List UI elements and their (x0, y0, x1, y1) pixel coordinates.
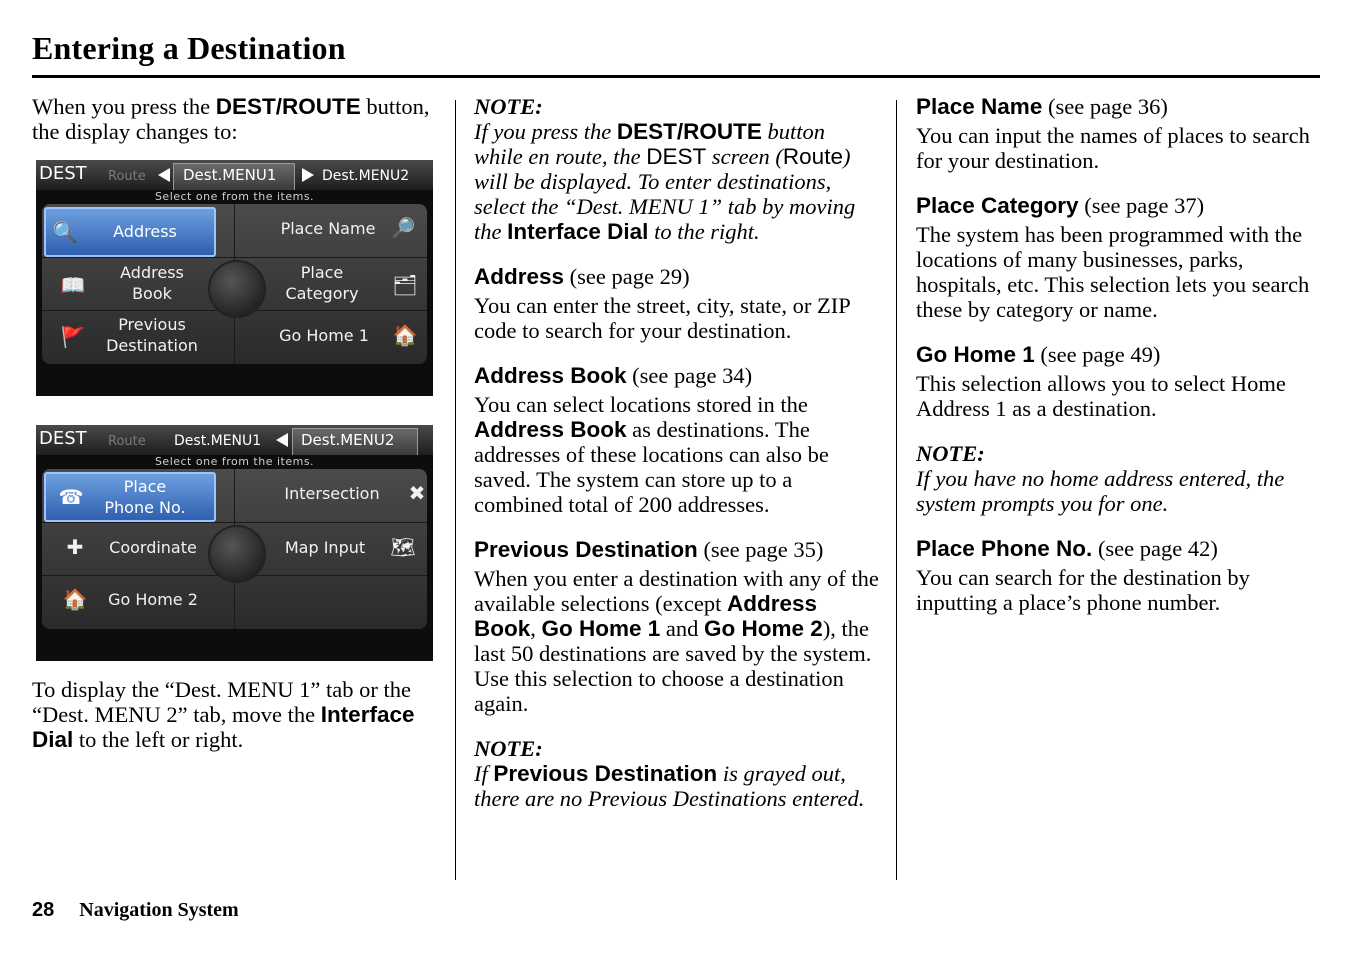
column-left (32, 94, 432, 144)
menu-item-place-name[interactable]: Place Name 🔎 (280, 216, 416, 240)
tab-bar (36, 425, 433, 455)
note-dest-route: NOTE: If you press the DEST/ROUTE button while en route, the DEST screen (Route) will be displayed. To enter destinations, select the “Dest. MENU 1” tab by moving the Interface Dial to the right. (474, 94, 856, 244)
tab-menu1[interactable]: Dest.MENU1 (183, 166, 277, 184)
interface-dial-knob (208, 525, 266, 583)
section-place-phone: Place Phone No. (see page 42) You can search for the destination by inputting a place’s phone number. (916, 536, 1250, 615)
tab-menu2[interactable]: Dest.MENU2 (301, 431, 395, 449)
tab-route[interactable]: Route (108, 434, 146, 449)
menu-item-previous-destination[interactable]: 🚩 Previous Destination (60, 315, 198, 355)
arrow-left-icon (158, 168, 170, 182)
page-footer (32, 899, 239, 922)
title-rule (32, 75, 1320, 78)
outro-paragraph: To display the “Dest. MENU 1” tab or the “Dest. MENU 2” tab, move the Interface Dial to the left or right. (32, 677, 415, 752)
section-heading: Place Category (916, 193, 1079, 218)
book-icon: 📖 (60, 273, 86, 297)
page-number: 28 (32, 899, 55, 921)
menu-item-map-input[interactable]: Map Input 🗺 (284, 535, 416, 559)
note-previous-destination: NOTE: If Previous Destination is grayed out, there are no Previous Destinations entered. (474, 736, 865, 811)
menu-panel (42, 469, 427, 629)
note-home-address: NOTE: If you have no home address entered, the system prompts you for one. (916, 441, 1285, 516)
menu-item-address-book[interactable]: 📖 Address Book (60, 263, 184, 303)
column-divider (455, 100, 456, 880)
footer-label: Navigation System (79, 899, 239, 921)
page-title: Entering a Destination (32, 30, 346, 66)
tab-menu2[interactable]: Dest.MENU2 (322, 168, 410, 184)
dest-menu1-screen (36, 160, 433, 396)
section-place-category: Place Category (see page 37) The system has been programmed with the locations of many businesses, parks, hospitals, etc. This selection lets you search these by category or name. (916, 193, 1310, 322)
menu-item-go-home-2[interactable]: 🏠 Go Home 2 (62, 587, 198, 611)
arrow-left-icon (276, 433, 288, 447)
menu-item-go-home-1[interactable]: Go Home 1 🏠 (279, 323, 418, 347)
menu-item-place-category[interactable]: Place Category 🗂 (285, 263, 418, 303)
column-divider (896, 100, 897, 880)
section-heading: Address (474, 264, 565, 289)
section-heading: Place Phone No. (916, 536, 1093, 561)
map-icon: 🗺 (390, 535, 416, 559)
coordinate-icon: ✚ (66, 535, 84, 559)
dest-menu2-screen (36, 425, 433, 661)
section-heading: Go Home 1 (916, 342, 1035, 367)
home-icon: 🏠 (62, 587, 88, 611)
section-previous-destination: Previous Destination (see page 35) When you enter a destination with any of the available selections (except Address Book, Go Home 1 and Go Home 2), the last 50 destinations are saved by the system. Use this selection to choose a destination again. (474, 537, 879, 716)
menu-item-place-phone[interactable]: ☎ Place Phone No. (44, 472, 216, 522)
section-heading: Place Name (916, 94, 1043, 119)
menu-item-address[interactable]: 🔍 Address (44, 207, 216, 257)
section-place-name: Place Name (see page 36) You can input the names of places to search for your destination. (916, 94, 1310, 173)
section-address-book: Address Book (see page 34) You can select locations stored in the Address Book as destinations. The addresses of these locations can also be saved. The system can store up to a combined total of 200 addresses. (474, 363, 829, 517)
menu-item-intersection[interactable]: Intersection ✖ (262, 483, 402, 504)
section-address: Address (see page 29) You can enter the street, city, state, or ZIP code to search for your destination. (474, 264, 850, 343)
tab-route[interactable]: Route (108, 169, 146, 184)
tab-dest[interactable]: DEST (39, 163, 87, 184)
magnifier-icon: 🔍 (52, 220, 78, 244)
section-go-home-1: Go Home 1 (see page 49) This selection allows you to select Home Address 1 as a destination. (916, 342, 1286, 421)
menu-panel (42, 204, 427, 364)
tab-dest[interactable]: DEST (39, 428, 87, 449)
intro-paragraph: When you press the DEST/ROUTE button, the display changes to: (32, 94, 430, 144)
menu-item-coordinate[interactable]: ✚ Coordinate (98, 537, 208, 558)
column-right (916, 94, 1326, 615)
instruction-text: Select one from the items. (154, 455, 315, 468)
place-magnifier-icon: 🔎 (390, 216, 416, 240)
category-icon: 🗂 (392, 273, 418, 297)
tab-bar (36, 160, 433, 190)
arrow-right-icon (302, 168, 314, 182)
section-heading: Previous Destination (474, 537, 698, 562)
instruction-text: Select one from the items. (154, 190, 315, 203)
column-middle (474, 94, 879, 811)
flag-icon: 🚩 (60, 325, 86, 349)
intersection-icon: ✖ (408, 481, 426, 505)
section-heading: Address Book (474, 363, 627, 388)
column-left-bottom (32, 677, 432, 752)
keypad-icon: ☎ (58, 485, 84, 509)
home-icon: 🏠 (392, 323, 418, 347)
tab-menu1[interactable]: Dest.MENU1 (174, 433, 262, 449)
